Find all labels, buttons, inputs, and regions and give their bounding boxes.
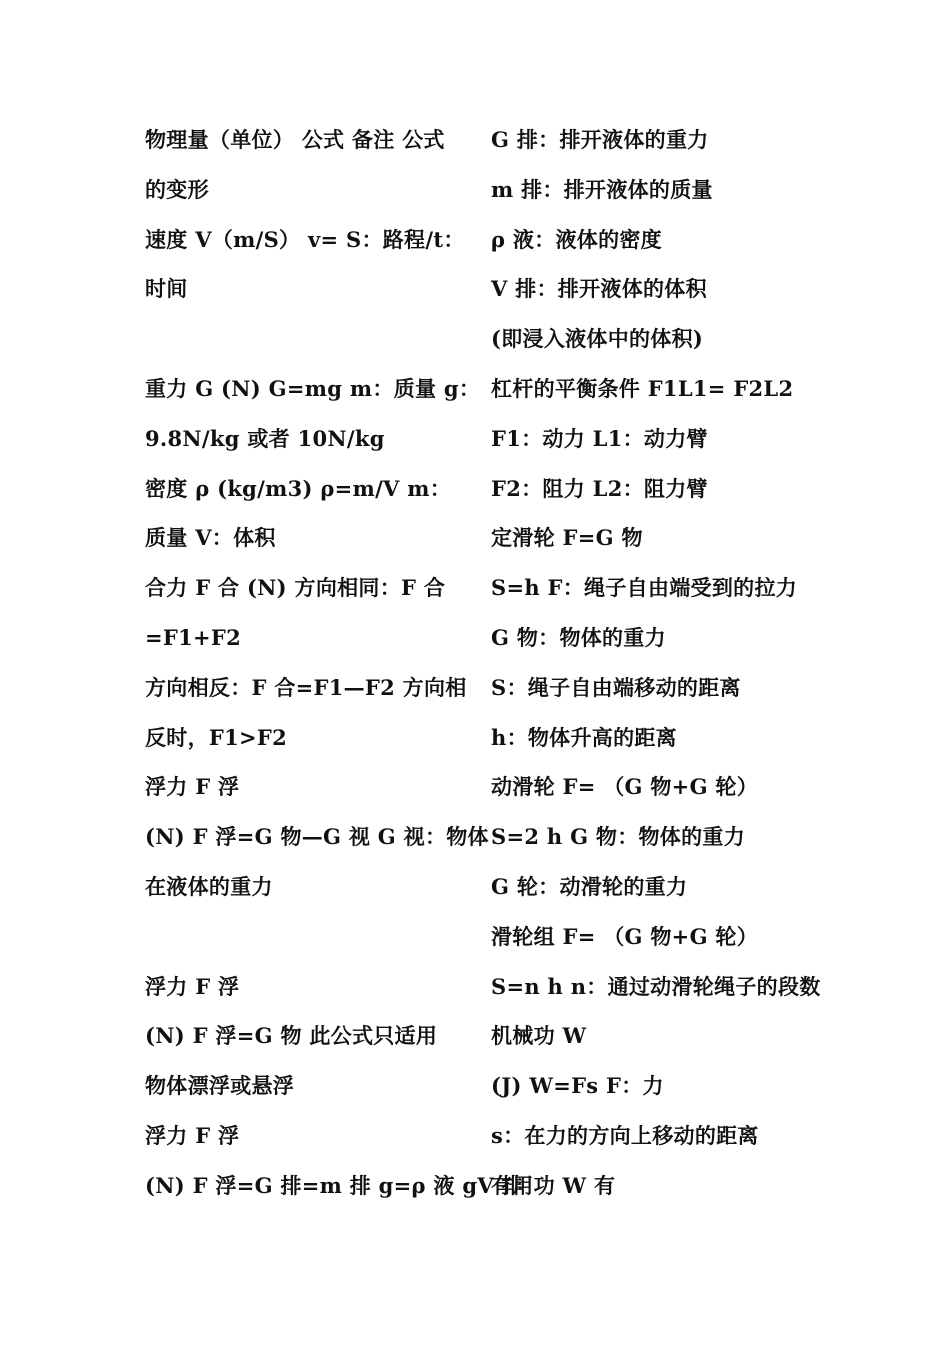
text-line: 在液体的重力 bbox=[145, 873, 273, 899]
text-line: 物体漂浮或悬浮 bbox=[145, 1073, 295, 1099]
left-column bbox=[145, 115, 523, 1211]
text-line: s：在力的方向上移动的距离 bbox=[491, 1122, 759, 1148]
text-line: 机械功 W bbox=[491, 1023, 587, 1049]
text-line: 浮力 F 浮 bbox=[145, 973, 240, 999]
text-line: 动滑轮 F= （G 物+G 轮） bbox=[491, 774, 759, 800]
text-line: F2：阻力 L2：阻力臂 bbox=[491, 475, 708, 501]
text-line: 杠杆的平衡条件 F1L1= F2L2 bbox=[491, 375, 794, 401]
text-line: F1：动力 L1：动力臂 bbox=[491, 425, 708, 451]
text-line: G 物：物体的重力 bbox=[491, 624, 666, 650]
text-line: G 轮：动滑轮的重力 bbox=[491, 873, 688, 899]
text-line: (N) F 浮=G 物 此公式只适用 bbox=[145, 1023, 438, 1049]
text-line: S：绳子自由端移动的距离 bbox=[491, 674, 741, 700]
text-line: ρ 液：液体的密度 bbox=[491, 226, 662, 252]
text-line: m 排：排开液体的质量 bbox=[491, 176, 713, 202]
text-line: 浮力 F 浮 bbox=[145, 774, 240, 800]
blank-line bbox=[145, 912, 465, 962]
text-line: 滑轮组 F= （G 物+G 轮） bbox=[491, 923, 759, 949]
text-line: S=2 h G 物：物体的重力 bbox=[491, 824, 746, 850]
text-line: (即浸入液体中的体积) bbox=[491, 326, 704, 352]
text-line: 定滑轮 F=G 物 bbox=[491, 525, 643, 551]
text-line: 时间 bbox=[145, 276, 188, 302]
text-line: V 排：排开液体的体积 bbox=[491, 276, 707, 302]
text-line: (N) F 浮=G 物—G 视 G 视：物体 bbox=[145, 824, 489, 850]
text-line: S=h F：绳子自由端受到的拉力 bbox=[491, 575, 798, 601]
text-line: 合力 F 合 (N) 方向相同：F 合 bbox=[145, 575, 446, 601]
text-line: (N) F 浮=G 排=m 排 g=ρ 液 gV 排 bbox=[145, 1172, 523, 1198]
text-line: 方向相反：F 合=F1—F2 方向相 bbox=[145, 674, 467, 700]
text-line: 9.8N/kg 或者 10N/kg bbox=[145, 425, 385, 451]
text-line: (J) W=Fs F：力 bbox=[491, 1073, 664, 1099]
text-line: 物理量（单位） 公式 备注 公式 bbox=[145, 127, 445, 152]
text-line: 的变形 bbox=[145, 176, 209, 202]
text-line: 密度 ρ (kg/m3) ρ=m/V m： bbox=[145, 475, 452, 501]
text-line: 重力 G (N) G=mg m：质量 g： bbox=[145, 375, 481, 401]
text-line: 速度 V（m/S） v= S：路程/t： bbox=[145, 226, 465, 252]
text-line: =F1+F2 bbox=[145, 624, 242, 650]
text-line: G 排：排开液体的重力 bbox=[491, 127, 709, 152]
text-line: 有用功 W 有 bbox=[491, 1172, 616, 1198]
blank-line bbox=[145, 314, 465, 364]
text-line: S=n h n：通过动滑轮绳子的段数 bbox=[491, 973, 821, 999]
right-column bbox=[491, 115, 821, 1211]
text-line: h：物体升高的距离 bbox=[491, 724, 677, 750]
text-line: 浮力 F 浮 bbox=[145, 1122, 240, 1148]
text-line: 质量 V：体积 bbox=[145, 525, 276, 551]
text-line: 反时，F1>F2 bbox=[145, 724, 288, 750]
